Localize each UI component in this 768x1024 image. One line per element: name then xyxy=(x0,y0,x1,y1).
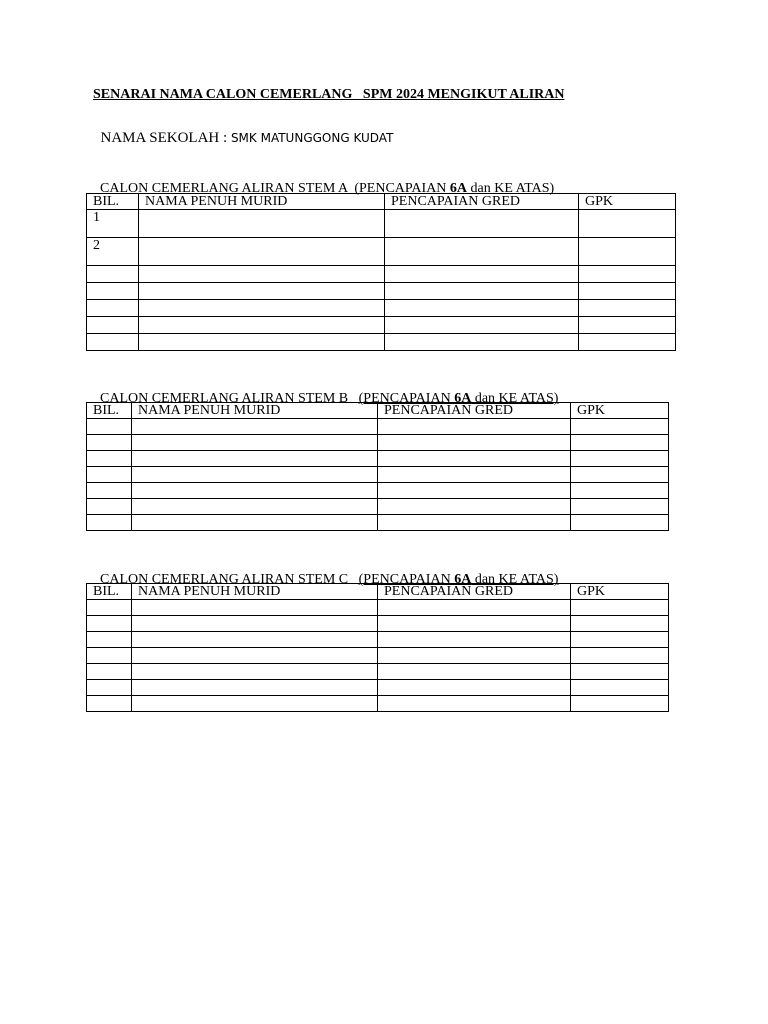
header-pencapaian-gred: PENCAPAIAN GRED xyxy=(378,584,571,600)
table-stem-a xyxy=(86,193,676,351)
cell-bil[interactable] xyxy=(87,515,132,531)
cell-gpk[interactable] xyxy=(571,600,669,616)
section-heading-text: CALON CEMERLANG ALIRAN STEM C xyxy=(100,572,359,587)
cell-gpk[interactable] xyxy=(571,467,669,483)
cell-bil[interactable] xyxy=(87,419,132,435)
cell-gpk[interactable] xyxy=(571,664,669,680)
table-row xyxy=(87,451,669,467)
cell-gpk[interactable] xyxy=(571,499,669,515)
cell-gred[interactable] xyxy=(378,499,571,515)
cell-gred[interactable] xyxy=(385,283,579,300)
section-heading-text: CALON CEMERLANG ALIRAN STEM A xyxy=(100,181,355,196)
table-row xyxy=(87,515,669,531)
cell-gpk[interactable] xyxy=(571,680,669,696)
cell-gpk[interactable] xyxy=(571,616,669,632)
cell-gred[interactable] xyxy=(378,435,571,451)
table-header-row xyxy=(87,194,676,210)
school-name: SMK MATUNGGONG KUDAT xyxy=(230,131,394,145)
cell-gred[interactable] xyxy=(378,680,571,696)
table-row xyxy=(87,600,669,616)
cell-nama[interactable] xyxy=(132,696,378,712)
cell-nama[interactable] xyxy=(132,499,378,515)
table-row xyxy=(87,435,669,451)
cell-bil[interactable] xyxy=(87,283,139,300)
cell-gred[interactable] xyxy=(378,616,571,632)
section-heading-text: CALON CEMERLANG ALIRAN STEM B xyxy=(100,391,359,406)
cell-gpk[interactable] xyxy=(571,451,669,467)
cell-gred[interactable] xyxy=(378,483,571,499)
cell-gpk[interactable] xyxy=(579,266,676,283)
cell-gpk[interactable] xyxy=(571,419,669,435)
header-pencapaian-gred: PENCAPAIAN GRED xyxy=(385,194,579,210)
cell-bil[interactable] xyxy=(87,499,132,515)
table-row xyxy=(87,680,669,696)
section-criteria: (PENCAPAIAN 6A dan KE ATAS) xyxy=(354,181,555,196)
cell-bil[interactable] xyxy=(87,632,132,648)
table-row xyxy=(87,632,669,648)
cell-nama[interactable] xyxy=(132,600,378,616)
cell-nama[interactable] xyxy=(139,210,385,238)
table-row xyxy=(87,334,676,351)
cell-nama[interactable] xyxy=(132,680,378,696)
table-stem-b xyxy=(86,402,669,531)
cell-gpk[interactable] xyxy=(579,334,676,351)
cell-gred[interactable] xyxy=(378,664,571,680)
cell-gpk[interactable] xyxy=(571,515,669,531)
cell-nama[interactable] xyxy=(132,435,378,451)
cell-bil[interactable]: 1 xyxy=(87,210,139,238)
header-gpk: GPK xyxy=(579,194,676,210)
cell-bil[interactable] xyxy=(87,680,132,696)
cell-gred[interactable] xyxy=(378,451,571,467)
table-header-row xyxy=(87,584,669,600)
table-row xyxy=(87,648,669,664)
cell-bil[interactable] xyxy=(87,600,132,616)
table-row xyxy=(87,300,676,317)
cell-bil[interactable] xyxy=(87,300,139,317)
cell-gred[interactable] xyxy=(385,334,579,351)
cell-nama[interactable] xyxy=(139,283,385,300)
table-stem-c xyxy=(86,583,669,712)
cell-gred[interactable] xyxy=(378,648,571,664)
table-row xyxy=(87,483,669,499)
cell-bil[interactable]: 2 xyxy=(87,238,139,266)
school-line xyxy=(93,113,393,147)
cell-nama[interactable] xyxy=(132,664,378,680)
table-row xyxy=(87,266,676,283)
header-gpk: GPK xyxy=(571,403,669,419)
cell-nama[interactable] xyxy=(132,483,378,499)
cell-nama[interactable] xyxy=(139,266,385,283)
table-header-row xyxy=(87,403,669,419)
cell-gpk[interactable] xyxy=(571,632,669,648)
cell-bil[interactable] xyxy=(87,664,132,680)
table-row xyxy=(87,467,669,483)
cell-gpk[interactable] xyxy=(571,435,669,451)
cell-nama[interactable] xyxy=(139,238,385,266)
table-row xyxy=(87,664,669,680)
cell-gpk[interactable] xyxy=(579,210,676,238)
cell-gred[interactable] xyxy=(378,600,571,616)
cell-gred[interactable] xyxy=(385,210,579,238)
cell-gpk[interactable] xyxy=(571,648,669,664)
cell-nama[interactable] xyxy=(139,317,385,334)
cell-bil[interactable] xyxy=(87,616,132,632)
header-nama-penuh-murid: NAMA PENUH MURID xyxy=(132,584,378,600)
cell-nama[interactable] xyxy=(132,467,378,483)
cell-gpk[interactable] xyxy=(579,300,676,317)
header-nama-penuh-murid: NAMA PENUH MURID xyxy=(132,403,378,419)
header-pencapaian-gred: PENCAPAIAN GRED xyxy=(378,403,571,419)
cell-gpk[interactable] xyxy=(579,238,676,266)
cell-bil[interactable] xyxy=(87,648,132,664)
header-bil: BIL. xyxy=(87,194,139,210)
header-bil: BIL. xyxy=(87,403,132,419)
cell-gred[interactable] xyxy=(385,266,579,283)
cell-gpk[interactable] xyxy=(579,317,676,334)
table-row xyxy=(87,210,676,238)
table-row xyxy=(87,238,676,266)
cell-gred[interactable] xyxy=(378,632,571,648)
cell-gred[interactable] xyxy=(385,317,579,334)
cell-bil[interactable] xyxy=(87,483,132,499)
cell-nama[interactable] xyxy=(132,648,378,664)
cell-gred[interactable] xyxy=(385,300,579,317)
header-bil: BIL. xyxy=(87,584,132,600)
table-row xyxy=(87,696,669,712)
cell-gred[interactable] xyxy=(378,696,571,712)
section-criteria: (PENCAPAIAN 6A dan KE ATAS) xyxy=(358,391,559,406)
cell-gred[interactable] xyxy=(385,238,579,266)
table-row xyxy=(87,499,669,515)
cell-bil[interactable] xyxy=(87,435,132,451)
table-row xyxy=(87,616,669,632)
table-row xyxy=(87,317,676,334)
table-row xyxy=(87,283,676,300)
cell-bil[interactable] xyxy=(87,266,139,283)
cell-gpk[interactable] xyxy=(571,696,669,712)
cell-bil[interactable] xyxy=(87,696,132,712)
cell-gred[interactable] xyxy=(378,419,571,435)
cell-gred[interactable] xyxy=(378,467,571,483)
cell-gpk[interactable] xyxy=(571,483,669,499)
cell-bil[interactable] xyxy=(87,334,139,351)
table-row xyxy=(87,419,669,435)
section-criteria: (PENCAPAIAN 6A dan KE ATAS) xyxy=(358,572,559,587)
cell-gred[interactable] xyxy=(378,515,571,531)
cell-bil[interactable] xyxy=(87,467,132,483)
cell-nama[interactable] xyxy=(132,419,378,435)
cell-bil[interactable] xyxy=(87,451,132,467)
cell-bil[interactable] xyxy=(87,317,139,334)
cell-nama[interactable] xyxy=(132,632,378,648)
cell-nama[interactable] xyxy=(132,451,378,467)
cell-nama[interactable] xyxy=(132,515,378,531)
school-label: NAMA SEKOLAH : xyxy=(100,130,231,146)
cell-nama[interactable] xyxy=(132,616,378,632)
header-gpk: GPK xyxy=(571,584,669,600)
cell-gpk[interactable] xyxy=(579,283,676,300)
header-nama-penuh-murid: NAMA PENUH MURID xyxy=(139,194,385,210)
document-title: SENARAI NAMA CALON CEMERLANG SPM 2024 MENGIKUT ALIRAN xyxy=(93,87,565,102)
cell-nama[interactable] xyxy=(139,334,385,351)
cell-nama[interactable] xyxy=(139,300,385,317)
